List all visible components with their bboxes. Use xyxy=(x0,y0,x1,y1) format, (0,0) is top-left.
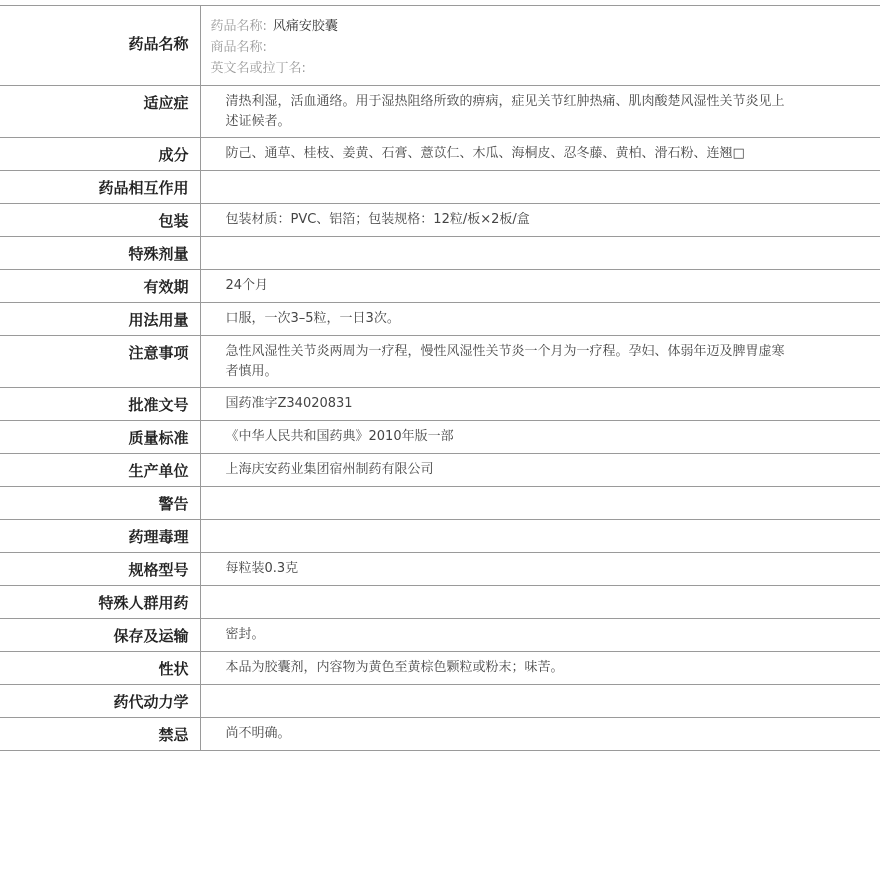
row-value xyxy=(200,718,880,751)
label-text: 药品相互作用 xyxy=(98,179,189,197)
table-row xyxy=(0,86,880,138)
table-row xyxy=(0,204,880,237)
value-text xyxy=(226,487,880,493)
english-name-key: 英文名或拉丁名: xyxy=(210,61,306,76)
value-text xyxy=(226,685,880,691)
table-row xyxy=(0,303,880,336)
drug-name-value: 风痛安胶囊 xyxy=(272,19,338,34)
row-label xyxy=(0,336,200,388)
row-label xyxy=(0,619,200,652)
row-value xyxy=(200,388,880,421)
value-text: 上海庆安药业集团宿州制药有限公司 xyxy=(225,462,434,477)
drug-info-table xyxy=(0,5,880,751)
label-text: 注意事项 xyxy=(128,344,189,362)
row-value xyxy=(200,553,880,586)
row-value xyxy=(200,685,880,718)
label-text: 用法用量 xyxy=(128,311,189,329)
label-text: 生产单位 xyxy=(128,462,189,480)
table-row-drug-names xyxy=(0,6,880,86)
drug-name-line xyxy=(211,16,880,37)
value-text xyxy=(226,237,880,243)
row-label xyxy=(0,553,200,586)
table-row xyxy=(0,388,880,421)
row-label xyxy=(0,718,200,751)
table-row xyxy=(0,652,880,685)
row-label xyxy=(0,270,200,303)
label-text: 禁忌 xyxy=(158,726,189,744)
row-value xyxy=(200,270,880,303)
table-row xyxy=(0,237,880,270)
table-row xyxy=(0,138,880,171)
row-value xyxy=(200,86,880,138)
row-value xyxy=(200,487,880,520)
row-label xyxy=(0,487,200,520)
label-text: 批准文号 xyxy=(128,396,189,414)
label-text: 成分 xyxy=(158,146,189,164)
table-row xyxy=(0,553,880,586)
row-value xyxy=(200,619,880,652)
row-label xyxy=(0,388,200,421)
label-text: 警告 xyxy=(158,495,189,513)
row-value xyxy=(200,586,880,619)
drug-names-label: 药品名称 xyxy=(128,35,189,53)
value-text: 密封。 xyxy=(225,627,265,642)
trade-name-line xyxy=(211,37,880,58)
value-text xyxy=(226,586,880,592)
table-row xyxy=(0,454,880,487)
label-text: 特殊剂量 xyxy=(128,245,189,263)
trade-name-key: 商品名称: xyxy=(210,40,267,55)
table-row xyxy=(0,421,880,454)
label-text: 药理毒理 xyxy=(128,528,189,546)
row-label xyxy=(0,204,200,237)
table-row xyxy=(0,336,880,388)
value-text: 防己、通草、桂枝、姜黄、石膏、薏苡仁、木瓜、海桐皮、忍冬藤、黄柏、滑石粉、连翘□ xyxy=(225,146,745,161)
table-row xyxy=(0,619,880,652)
value-text xyxy=(226,520,880,526)
value-text: 每粒装0.3克 xyxy=(225,561,299,576)
value-text: 口服，一次3–5粒，一日3次。 xyxy=(225,311,400,326)
row-value xyxy=(200,652,880,685)
value-text: 《中华人民共和国药典》2010年版一部 xyxy=(225,429,454,444)
row-label-drug-names xyxy=(0,6,200,86)
row-label xyxy=(0,86,200,138)
row-value xyxy=(200,520,880,553)
table-row xyxy=(0,520,880,553)
row-value xyxy=(200,237,880,270)
row-value xyxy=(200,336,880,388)
value-text: 24个月 xyxy=(225,278,269,293)
table-row xyxy=(0,718,880,751)
value-text: 急性风湿性关节炎两周为一疗程，慢性风湿性关节炎一个月为一疗程。孕妇、体弱年迈及脾胃虚寒者慎用。 xyxy=(225,344,785,379)
row-value xyxy=(200,138,880,171)
label-text: 性状 xyxy=(158,660,189,678)
drug-name-key: 药品名称: xyxy=(210,19,267,34)
row-label xyxy=(0,520,200,553)
value-text: 国药准字Z34020831 xyxy=(225,396,353,411)
row-value xyxy=(200,171,880,204)
row-label xyxy=(0,652,200,685)
label-text: 质量标准 xyxy=(128,429,189,447)
table-row xyxy=(0,685,880,718)
row-value xyxy=(200,303,880,336)
label-text: 特殊人群用药 xyxy=(98,594,189,612)
row-value xyxy=(200,454,880,487)
label-text: 药代动力学 xyxy=(113,693,189,711)
label-text: 保存及运输 xyxy=(113,627,189,645)
row-label xyxy=(0,586,200,619)
row-label xyxy=(0,303,200,336)
row-value xyxy=(200,421,880,454)
table-row xyxy=(0,487,880,520)
value-text: 本品为胶囊剂，内容物为黄色至黄棕色颗粒或粉末；味苦。 xyxy=(225,660,564,675)
value-text: 尚不明确。 xyxy=(225,726,291,741)
table-row xyxy=(0,586,880,619)
row-label xyxy=(0,171,200,204)
row-label xyxy=(0,237,200,270)
label-text: 规格型号 xyxy=(128,561,189,579)
value-text: 清热利湿，活血通络。用于湿热阻络所致的痹病，症见关节红肿热痛、肌肉酸楚风湿性关节炎见上述证候者。 xyxy=(225,94,785,129)
row-label xyxy=(0,685,200,718)
label-text: 适应症 xyxy=(143,94,189,112)
row-label xyxy=(0,454,200,487)
value-text xyxy=(226,171,880,177)
table-row xyxy=(0,270,880,303)
row-value xyxy=(200,204,880,237)
row-label xyxy=(0,138,200,171)
english-name-line xyxy=(211,58,880,79)
label-text: 包装 xyxy=(158,212,189,230)
label-text: 有效期 xyxy=(143,278,189,296)
row-label xyxy=(0,421,200,454)
row-value-drug-names xyxy=(200,6,880,86)
value-text: 包装材质：PVC、铝箔；包装规格：12粒/板×2板/盒 xyxy=(225,212,530,227)
table-row xyxy=(0,171,880,204)
